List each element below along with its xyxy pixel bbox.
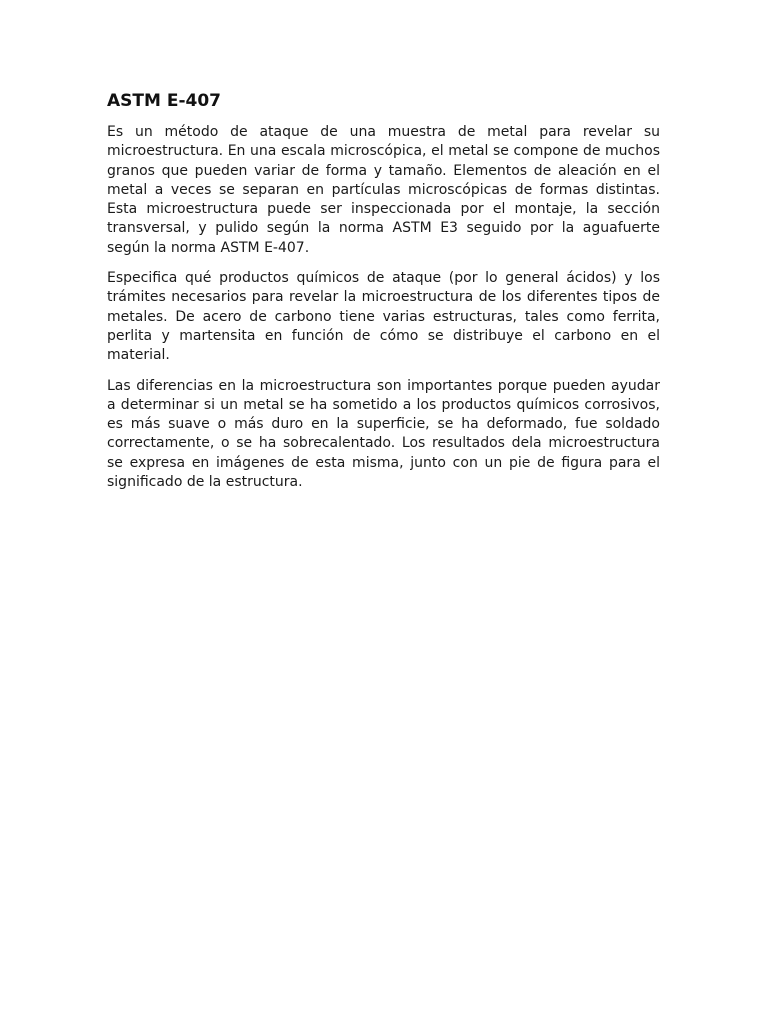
document-title: ASTM E-407 [107,91,221,111]
paragraph-2: Especifica qué productos químicos de ataque (por lo general ácidos) y los trámites necesarios para revelar la microestructura de los diferentes tipos de metales. De acero de carbono tiene varias estructuras, tales como ferrita, perlita y martensita en función de cómo se distribuye el carbono en el material. [107,270,660,364]
document-page [107,90,660,503]
paragraph-3: Las diferencias en la microestructura son importantes porque pueden ayudar a determinar si un metal se ha sometido a los productos químicos corrosivos, es más suave o más duro en la superficie, se ha deformado, fue soldado correctamente, o se ha sobrecalentado. Los resultados dela microestructura se expresa en imágenes de esta misma, junto con un pie de figura para el significado de la estructura. [107,377,660,491]
paragraph-1: Es un método de ataque de una muestra de metal para revelar su microestructura. En una escala microscópica, el metal se compone de muchos granos que pueden variar de forma y tamaño. Elementos de aleación en el metal a veces se separan en partículas microscópicas de formas distintas. Esta microestructura puede ser inspeccionada por el montaje, la sección transversal, y pulido según la norma ASTM E3 seguido por la aguafuerte según la norma ASTM E-407. [107,124,660,256]
